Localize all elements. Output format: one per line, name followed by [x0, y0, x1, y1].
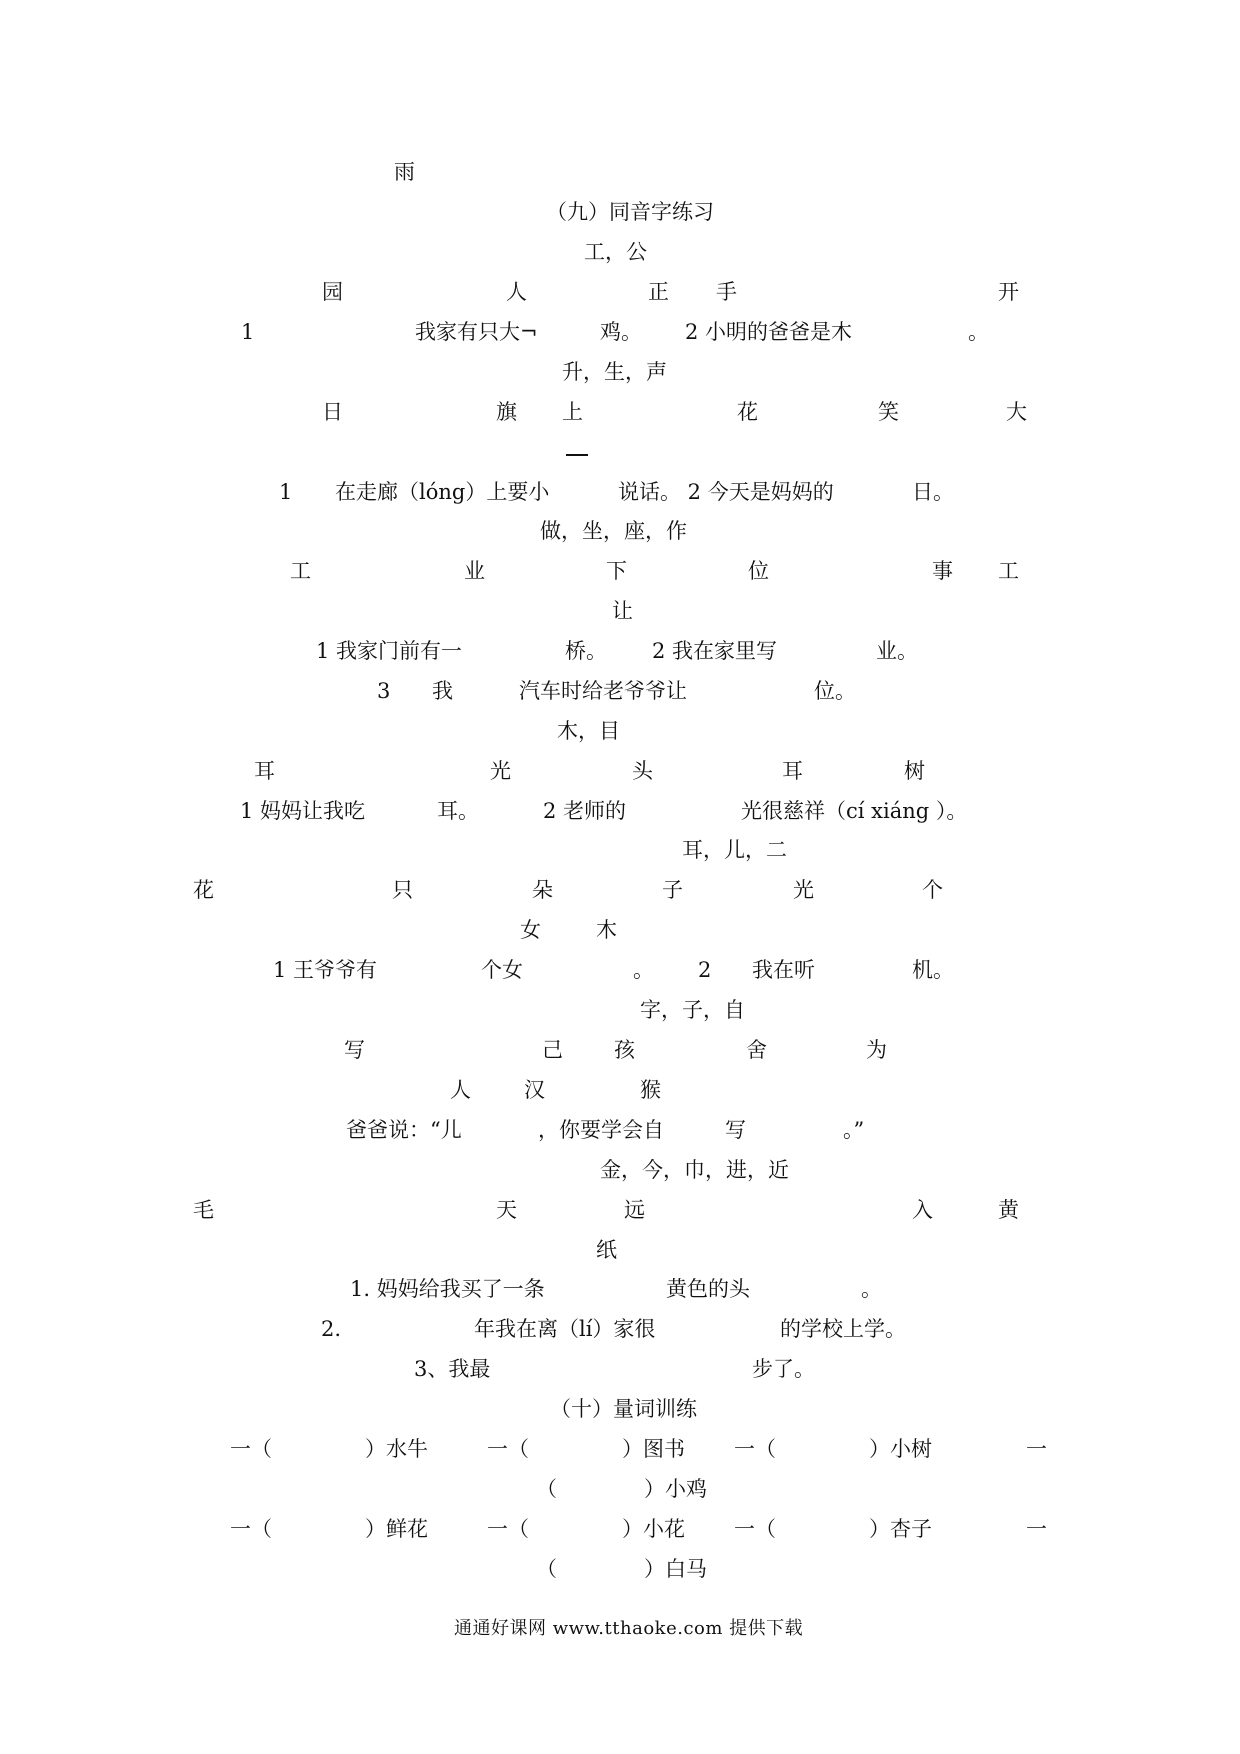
blank-word: 毛	[193, 1198, 214, 1222]
blank-word: 耳	[254, 759, 275, 783]
blank-word: 光	[490, 759, 511, 783]
sentence-part: 步了。	[752, 1357, 815, 1381]
blank-word: 女	[520, 918, 541, 942]
blank-word: 远	[624, 1198, 645, 1222]
sentence-part: 。	[633, 958, 654, 982]
blank-word: 光	[793, 878, 814, 902]
blank-word: 纸	[596, 1238, 617, 1262]
sentence-part: 汽车时给老爷爷让	[519, 679, 687, 703]
measure-item: ）小花	[622, 1517, 685, 1541]
measure-item: 一（	[230, 1517, 272, 1541]
blank-word: 工	[290, 559, 311, 583]
sentence-part: 1 我家门前有一	[316, 639, 463, 663]
sentence-part: 3、我最	[414, 1357, 491, 1381]
group-heading: 字，子，自	[640, 998, 745, 1022]
sentence-part: 。	[861, 1277, 882, 1301]
blank-word: 工	[998, 559, 1019, 583]
measure-item: ）杏子	[869, 1517, 932, 1541]
sentence-part: 耳。	[437, 799, 479, 823]
sentence-part: 。”	[843, 1118, 865, 1142]
blank-word: 写	[344, 1038, 365, 1062]
sentence-part: 在走廊（lóng）上要小	[335, 480, 550, 504]
sentence-part: 位。	[814, 679, 856, 703]
blank-word: 开	[998, 280, 1019, 304]
measure-item: ）白马	[644, 1557, 707, 1581]
sentence-part: 。	[968, 320, 989, 344]
blank-word: 业	[464, 559, 485, 583]
sentence-part: 1 妈妈让我吃	[240, 799, 366, 823]
sentence-part: 1	[241, 320, 255, 344]
measure-item: 一（	[487, 1517, 529, 1541]
blank-word: 园	[322, 280, 343, 304]
measure-item: 一	[1026, 1517, 1047, 1541]
measure-item: 一	[1026, 1437, 1047, 1461]
sentence-part: 2 小明的爸爸是木	[685, 320, 853, 344]
blank-word: 孩	[614, 1038, 635, 1062]
blank-word: 花	[737, 400, 758, 424]
sentence-part: 2	[698, 958, 712, 982]
blank-word: 只	[392, 878, 413, 902]
blank-word: 朵	[532, 878, 553, 902]
blank-word: 人	[450, 1078, 471, 1102]
sentence-part: 我在听	[752, 958, 815, 982]
group-heading: 升，生，声	[562, 360, 667, 384]
measure-item: 一（	[487, 1437, 529, 1461]
top-word: 雨	[394, 160, 415, 184]
measure-item: （	[536, 1477, 557, 1501]
blank-word: 为	[866, 1038, 887, 1062]
sentence-part: 黄色的头	[666, 1277, 750, 1301]
blank-word: 位	[748, 559, 769, 583]
blank-word: 黄	[998, 1198, 1019, 1222]
blank-word: 手	[716, 280, 737, 304]
blank-word: 旗	[496, 400, 517, 424]
sentence-part: 说话。 2 今天是妈妈的	[618, 480, 834, 504]
blank-word: 子	[662, 878, 683, 902]
group-heading: 耳，儿，二	[682, 838, 787, 862]
group-heading: 做，坐，座，作	[540, 519, 687, 543]
sentence-part: 写	[725, 1118, 746, 1142]
blank-word: 木	[596, 918, 617, 942]
sentence-part: 的学校上学。	[780, 1317, 906, 1341]
blank-word: 树	[904, 759, 925, 783]
sentence-part: 2 我在家里写	[652, 639, 778, 663]
sentence-part: ，你要学会自	[538, 1118, 664, 1142]
blank-word: 日	[322, 400, 343, 424]
blank-word: 头	[632, 759, 653, 783]
sentence-part: 年我在离（lí）家很	[474, 1317, 656, 1341]
blank-word: 猴	[640, 1078, 661, 1102]
section-title-homophones: （九）同音字练习	[546, 200, 714, 224]
blank-word: 大	[1006, 400, 1027, 424]
group-heading: 工，公	[584, 240, 647, 264]
sentence-part: 2.	[321, 1317, 342, 1341]
blank-word: 事	[932, 559, 953, 583]
section-title-measure-words: （十）量词训练	[550, 1397, 697, 1421]
sentence-part: 光很慈祥（cí xiáng ）。	[741, 799, 968, 823]
sentence-part: 桥。	[565, 639, 607, 663]
measure-item: ）鲜花	[365, 1517, 428, 1541]
group-heading: 木，目	[557, 719, 620, 743]
blank-word: 花	[193, 878, 214, 902]
blank-word: 笑	[878, 400, 899, 424]
measure-item: （	[536, 1557, 557, 1581]
blank-word: 己	[542, 1038, 563, 1062]
sentence-part: 1	[279, 480, 293, 504]
sentence-part: 鸡。	[600, 320, 642, 344]
blank-word: 上	[562, 400, 583, 424]
stray-mark	[566, 454, 588, 456]
measure-item: ）图书	[622, 1437, 685, 1461]
blank-word: 入	[912, 1198, 933, 1222]
sentence-part: 1. 妈妈给我买了一条	[350, 1277, 545, 1301]
sentence-part: 3	[377, 679, 391, 703]
blank-word: 耳	[782, 759, 803, 783]
blank-word: 人	[506, 280, 527, 304]
measure-item: 一（	[230, 1437, 272, 1461]
measure-item: ）水牛	[365, 1437, 428, 1461]
sentence-part: 业。	[876, 639, 918, 663]
measure-item: ）小鸡	[644, 1477, 707, 1501]
measure-item: 一（	[734, 1437, 776, 1461]
sentence-part: 我家有只大¬	[415, 320, 538, 344]
blank-word: 舍	[746, 1038, 767, 1062]
page-footer: 通通好课网 www.tthaoke.com 提供下载	[454, 1618, 804, 1639]
blank-word: 个	[922, 878, 943, 902]
sentence-part: 我	[432, 679, 453, 703]
sentence-part: 1 王爷爷有	[273, 958, 378, 982]
sentence-part: 机。	[912, 958, 954, 982]
sentence-part: 2 老师的	[543, 799, 627, 823]
sentence-part: 个女	[481, 958, 523, 982]
blank-word: 正	[648, 280, 669, 304]
measure-item: ）小树	[869, 1437, 932, 1461]
measure-item: 一（	[734, 1517, 776, 1541]
blank-word: 让	[612, 599, 633, 623]
sentence-part: 爸爸说：“儿	[346, 1118, 462, 1142]
blank-word: 天	[496, 1198, 517, 1222]
blank-word: 下	[606, 559, 627, 583]
blank-word: 汉	[524, 1078, 545, 1102]
group-heading: 金，今，巾，进，近	[600, 1158, 789, 1182]
sentence-part: 日。	[912, 480, 954, 504]
